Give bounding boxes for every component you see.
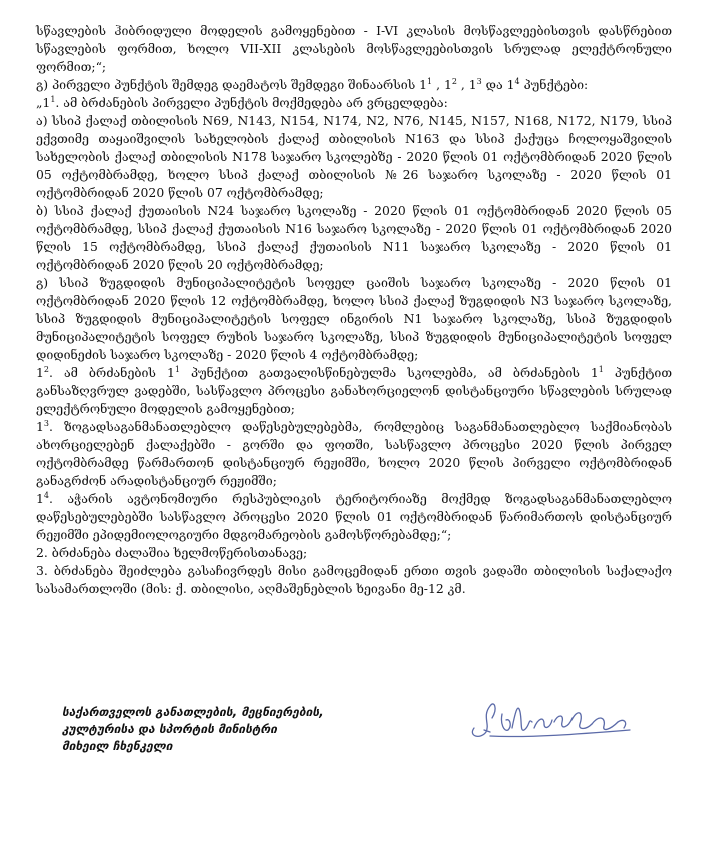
paragraph-subpoint-g-zugdidi: გ) სსიპ ზუგდიდის მუნიციპალიტეტის სოფელ ცაიშის საჯარო სკოლაზე - 2020 წლის 01 ოქტომბრიდან 2020 წლის 12 ოქტომბრამდე, ხოლო სსიპ ქალაქ ზუგდიდის N3 საჯარო სკოლაზე, სსიპ ზუგდიდის მუნიციპალიტეტის სოფელ ინგირის N1 საჯარო სკოლაზე, სსიპ ზუგდიდის მუნიციპალიტეტის სოფელ რუხის საჯარო სკოლაზე, სსიპ ზუგდიდის მუნიციპალიტეტის სოფელ დიდინეძის საჯარო სკოლაზე - 2020 წლის 4 ოქტომბრამდე;: [36, 275, 672, 362]
superscript: 1: [174, 364, 180, 374]
superscript: 4: [514, 76, 520, 86]
superscript: 3: [476, 76, 482, 86]
paragraph-hybrid-model: სწავლების ჰიბრიდული მოდელის გამოყენებით - I-VI კლასის მოსწავლეებისთვის დასწრებით სწავლების ფორმით, ხოლო VII-XII კლასების მოსწავლეებისთვის სრულად ელექტრონული ფორმით;“;: [36, 23, 672, 74]
paragraph-point-2: 2. ბრძანება ძალაშია ხელმოწერისთანავე;: [36, 545, 308, 560]
text-run: პუნქტით განსაზღვრულ ვადებში, სასწავლო პროცესი განახორციელონ დისტანციური სწავლების სრულად ელექტრონული მოდელის გამოყენებით;: [36, 365, 672, 416]
paragraph-subpoint-b-kutaisi: ბ) სსიპ ქალაქ ქუთაისის N24 საჯარო სკოლაზე - 2020 წლის 01 ოქტომბრიდან 2020 წლის 05 ოქტომბრამდე, სსიპ ქალაქ ქუთაისის N16 საჯარო სკოლაზე - 2020 წლის 01 ოქტომბრიდან 2020 წლის 15 ოქტომბრამდე, სსიპ ქალაქ ქუთაისის N11 საჯარო სკოლაზე - 2020 წლის 01 ოქტომბრიდან 2020 წლის 20 ოქტომბრამდე;: [36, 203, 672, 272]
text-run: 1: [36, 491, 44, 506]
superscript: 2: [43, 364, 49, 374]
minister-title-line-1: საქართველოს განათლების, მეცნიერების,: [62, 705, 324, 719]
text-run: გ) პირველი პუნქტის შემდეგ დაემატოს შემდეგი შინაარსის 1: [36, 77, 428, 92]
text-run: 1: [36, 365, 44, 380]
text-run: , 1: [432, 77, 452, 92]
text-run: პუნქტით გათვალისწინებულმა სკოლებმა, ამ ბრძანების 1: [179, 365, 599, 380]
text-run: . ზოგადსაგანმანათლებლო დაწესებულებებმა, რომლებიც საგანმანათლებლო საქმიანობას ახორციელებენ ქალაქებში - გორში და ფოთში, სასწავლო პროცესი 2020 წლის პირველ ოქტომბრამდე წარმართონ დისტანციურ რეჟიმში, ხოლო 2020 წლის პირველი ოქტომბრიდან განაგრძონ არადისტანციურ რეჟიმში;: [36, 419, 672, 488]
text-run: , 1: [456, 77, 477, 92]
superscript: 1: [598, 364, 604, 374]
text-run: . აჭარის ავტონომიური რესპუბლიკის ტერიტორიაზე მოქმედ ზოგადსაგანმანათლებლო დაწესებულებებში სასწავლო პროცესი 2020 წლის 01 ოქტომბრიდან წარიმართოს დისტანციურ რეჟიმში ეპიდემიოლოგიური მდგომარეობის გამოსწორებამდე;“;: [36, 491, 672, 542]
paragraph-point-3: 3. ბრძანება შეიძლება გასაჩივრდეს მისი გამოცემიდან ერთი თვის ვადაში თბილისის საქალაქო სასამართლოში (მის: ქ. თბილისი, აღმაშენებლის ხეივანი მე-12 კმ.: [36, 563, 672, 596]
superscript: 2: [451, 76, 457, 86]
paragraph-point-1-2: [36, 364, 672, 418]
superscript: 4: [43, 490, 49, 500]
paragraph-point-1-3: [36, 418, 672, 490]
paragraph-subpoint-a-tbilisi: ა) სსიპ ქალაქ თბილისის N69, N143, N154, N174, N2, N76, N145, N157, N168, N172, N179, სსიპ ექვთიმე თაყაიშვილის სახელობის ქალაქ თბილისის N163 და სსიპ ქაქუცა ჩოლოყაშვილის სახელობის ქალაქ თბილისის N178 საჯარო სკოლებზე - 2020 წლის 01 ოქტომბრიდან 2020 წლის 05 ოქტომბრამდე, ხოლო სსიპ ქალაქ თბილისის №26 საჯარო სკოლაზე - 2020 წლის 01 ოქტომბრიდან 2020 წლის 07 ოქტომბრამდე;: [36, 113, 672, 200]
paragraph-add-points: [36, 76, 672, 94]
document-body: [36, 22, 672, 598]
text-run: „1: [36, 95, 51, 110]
paragraph-point-1-4: [36, 490, 672, 544]
superscript: 3: [43, 418, 49, 428]
paragraph-point-1-1: [36, 94, 672, 112]
superscript: 1: [427, 76, 433, 86]
handwritten-signature: [460, 688, 640, 748]
text-run: . ამ ბრძანების პირველი პუნქტის მოქმედება არ ვრცელდება:: [55, 95, 448, 110]
minister-title-line-2: კულტურისა და სპორტის მინისტრი: [62, 722, 277, 736]
superscript: 1: [50, 94, 56, 104]
minister-name: მიხეილ ჩხენკელი: [62, 739, 173, 753]
text-run: პუნქტები:: [519, 77, 589, 92]
minister-signature-block: [62, 704, 382, 755]
text-run: და 1: [481, 77, 515, 92]
text-run: . ამ ბრძანების 1: [48, 365, 175, 380]
text-run: 1: [36, 419, 44, 434]
